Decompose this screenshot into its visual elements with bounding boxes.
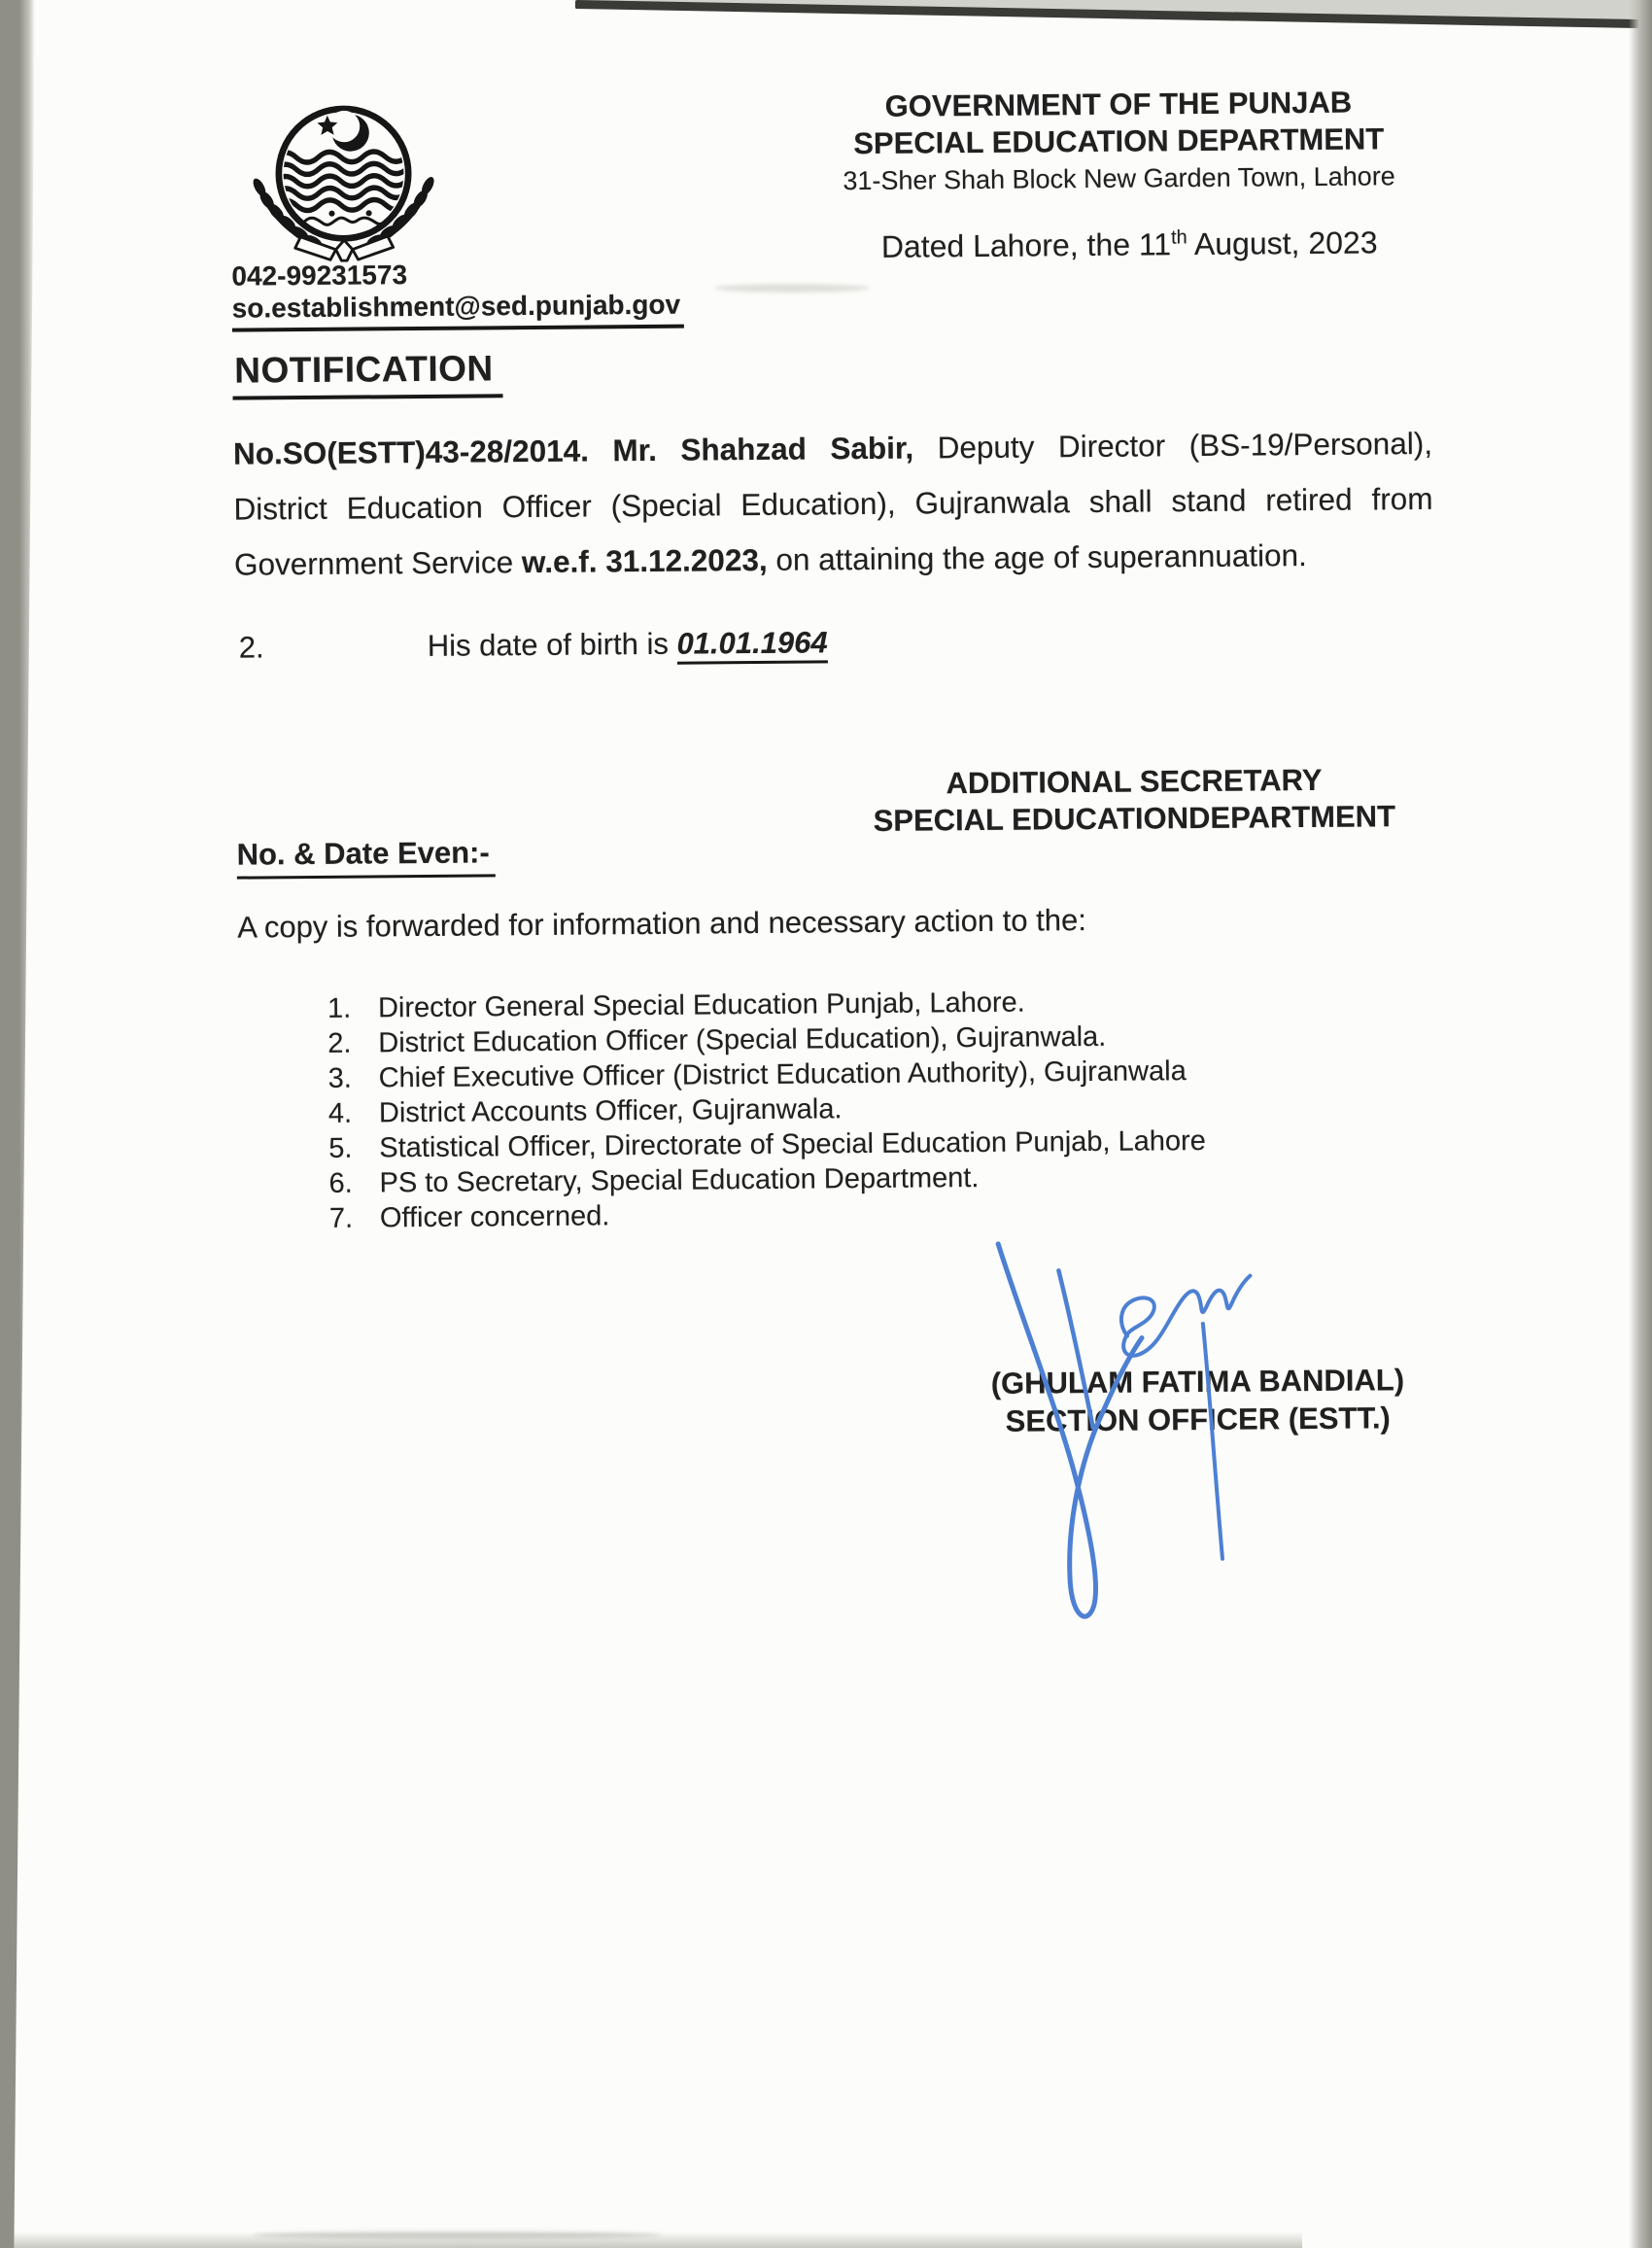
notification-paragraph (233, 416, 1433, 593)
list-item-text: Officer concerned. (379, 1200, 610, 1234)
list-item-text: Chief Executive Officer (District Education Authority), Gujranwala (378, 1055, 1187, 1094)
paragraph-segment: Deputy Director (BS-19/Personal), District Education Officer (Special Education), Gujranwala shall stand retired from Government Service (233, 425, 1433, 582)
list-item-number: 5. (328, 1132, 353, 1164)
list-item-number: 7. (328, 1202, 354, 1234)
list-item-text: PS to Secretary, Special Education Department. (379, 1162, 980, 1199)
list-item-text: District Education Officer (Special Education), Gujranwala. (378, 1020, 1107, 1059)
paragraph-segment: w.e.f. 31.12.2023, (521, 541, 768, 580)
officer-title: SECTION OFFICER (ESTT.) (1005, 1401, 1391, 1438)
list-item-number: 4. (327, 1097, 353, 1129)
list-item-text: District Accounts Officer, Gujranwala. (378, 1093, 843, 1129)
phone-number: 042-99231573 (231, 259, 408, 292)
punjab-crest-logo (246, 99, 441, 266)
item2-line: His date of birth is 01.01.1964 (427, 625, 828, 663)
list-item-number: 1. (327, 992, 352, 1024)
scan-smudge (714, 284, 870, 293)
letterhead (796, 84, 1442, 198)
signatory-line2: SPECIAL EDUCATIONDEPARTMENT (873, 799, 1396, 838)
org-name-line1: GOVERNMENT OF THE PUNJAB (884, 85, 1353, 123)
list-item-number: 6. (328, 1167, 353, 1199)
scan-artifact-right-strip (1629, 0, 1652, 2248)
signatory-line1: ADDITIONAL SECRETARY (946, 762, 1323, 801)
list-item-number: 3. (327, 1062, 352, 1094)
notification-title: NOTIFICATION (232, 348, 503, 399)
date-of-birth: 01.01.1964 (676, 625, 827, 664)
distribution-list (327, 984, 1207, 1236)
scan-smudge (253, 2231, 661, 2238)
paragraph-segment: No.SO(ESTT)43-28/2014. Mr. Shahzad Sabir, (232, 430, 914, 471)
org-name-line2: SPECIAL EDUCATION DEPARTMENT (853, 121, 1385, 161)
handwritten-signature-icon (971, 1228, 1276, 1648)
ribbon-banner (295, 236, 394, 261)
date-ordinal: th (1170, 226, 1187, 249)
signatory-designation-block (821, 761, 1448, 841)
date-line: Dated Lahore, the 11th August, 2023 (880, 225, 1378, 264)
officer-name: (GHULAM FATIMA BANDIAL) (990, 1363, 1405, 1401)
org-address: 31-Sher Shah Block New Garden Town, Lahore (843, 161, 1395, 196)
list-item-text: Statistical Officer, Directorate of Special Education Punjab, Lahore (379, 1124, 1206, 1164)
reference-label: No. & Date Even:- (236, 835, 495, 879)
email-address: so.establishment@sed.punjab.gov (232, 290, 685, 332)
list-item-text: Director General Special Education Punjab, Lahore. (377, 986, 1025, 1024)
list-item-number: 2. (327, 1027, 352, 1059)
paragraph-segment: on attaining the age of superannuation. (767, 537, 1307, 577)
item2-number: 2. (238, 630, 264, 665)
forwarding-intro: A copy is forwarded for information and necessary action to the: (237, 903, 1087, 945)
